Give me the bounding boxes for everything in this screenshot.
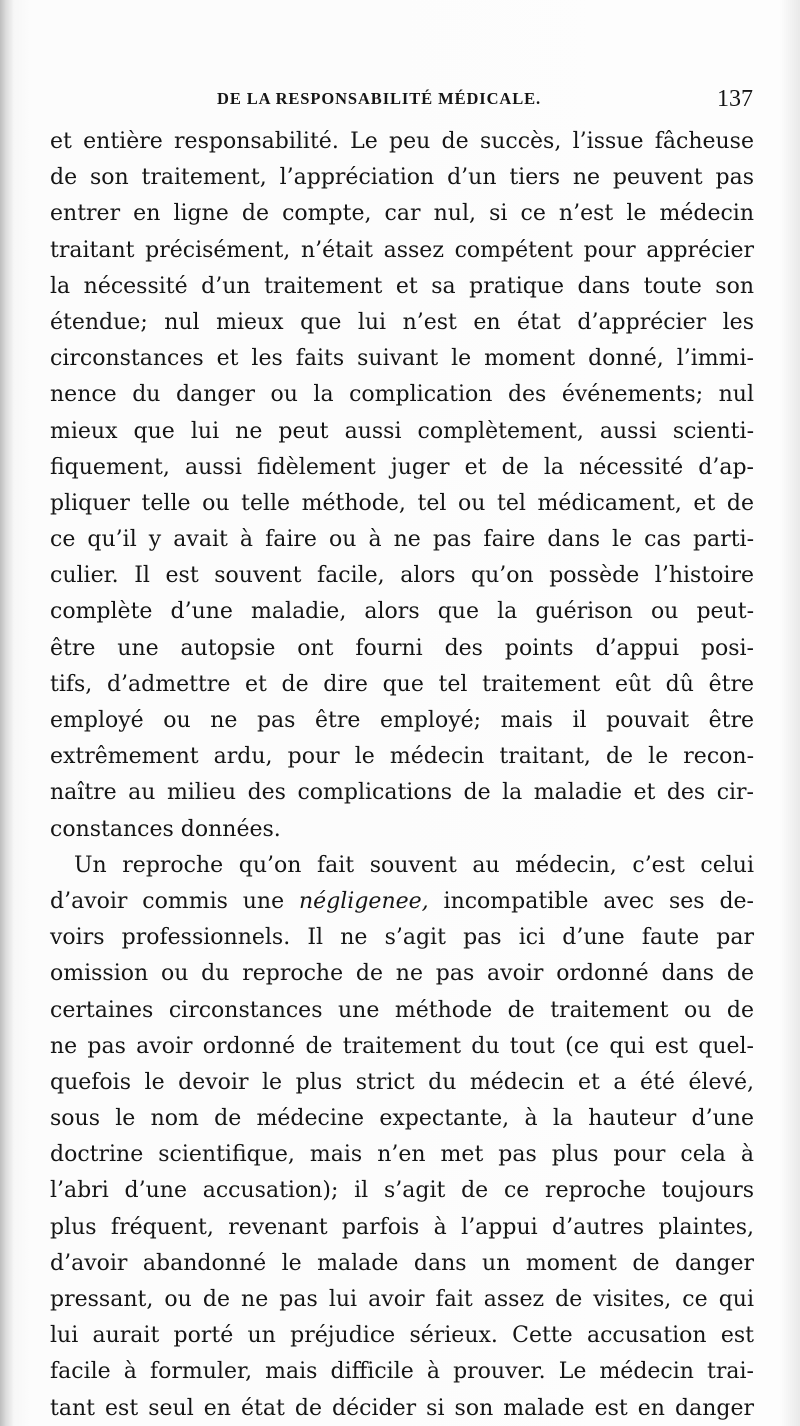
- text-line: mieux que lui ne peut aussi complètement, aussi scienti-: [50, 418, 754, 444]
- text-line: [50, 884, 754, 920]
- text-line: plus fréquent, revenant parfois à l’appui d’autres plaintes,: [50, 1214, 754, 1240]
- text-line: pressant, ou de ne pas lui avoir fait assez de visites, ce qui: [50, 1287, 754, 1312]
- text-line: être une autopsie ont fourni des points d’appui posi-: [50, 635, 754, 661]
- text-fragment: d’avoir commis une: [50, 888, 285, 914]
- text-line: ce qu’il y avait à faire ou à ne pas faire dans le cas parti-: [50, 527, 754, 553]
- text-line: de son traitement, l’appréciation d’un tiers ne peuvent pas: [50, 165, 754, 191]
- page-number: 137: [717, 86, 753, 112]
- text-line: lui aurait porté un préjudice sérieux. Cette accusation est: [50, 1323, 754, 1349]
- text-line: culier. Il est souvent facile, alors qu’on possède l’histoire: [50, 563, 754, 589]
- text-line: facile à formuler, mais difficile à prouver. Le médecin trai-: [50, 1359, 754, 1385]
- text-line: la nécessité d’un traitement et sa pratique dans toute son: [50, 273, 754, 299]
- text-line: étendue; nul mieux que lui n’est en état d’apprécier les: [50, 309, 754, 335]
- text-line: ne pas avoir ordonné de traitement du tout (ce qui est quel-: [50, 1033, 754, 1059]
- text-line: extrêmement ardu, pour le médecin traitant, de le recon-: [50, 744, 754, 770]
- paragraph-2: [50, 848, 754, 1426]
- text-line: tant est seul en état de décider si son malade est en danger: [50, 1395, 754, 1421]
- text-line: voirs professionnels. Il ne s’agit pas ici d’une faute par: [50, 925, 754, 951]
- text-line: d’avoir abandonné le malade dans un moment de danger: [50, 1250, 754, 1276]
- text-line: entrer en ligne de compte, car nul, si ce n’est le médecin: [50, 201, 754, 227]
- text-line: traitant précisément, n’était assez compétent pour apprécier: [50, 237, 754, 263]
- paragraph-1: [50, 124, 754, 848]
- text-line: omission ou du reproche de ne pas avoir ordonné dans de: [50, 961, 754, 987]
- text-line: complète d’une maladie, alors que la guérison ou peut-: [50, 599, 754, 625]
- text-line: pliquer telle ou telle méthode, tel ou tel médicament, et de: [50, 490, 754, 516]
- text-line: circonstances et les faits suivant le moment donné, l’immi-: [50, 346, 754, 372]
- text-line: employé ou ne pas être employé; mais il pouvait être: [50, 708, 754, 733]
- text-line: doctrine scientifique, mais n’en met pas plus pour cela à: [50, 1142, 754, 1168]
- text-line: quefois le devoir le plus strict du médecin et a été élevé,: [50, 1069, 754, 1095]
- text-line: et entière responsabilité. Le peu de succès, l’issue fâcheuse: [50, 129, 754, 154]
- text-line: nence du danger ou la complication des événements; nul: [50, 382, 754, 408]
- text-line: sous le nom de médecine expectante, à la hauteur d’une: [50, 1106, 754, 1132]
- text-line: naître au milieu des complications de la maladie et des cir-: [50, 780, 754, 806]
- text-line: fiquement, aussi fidèlement juger et de la nécessité d’ap-: [50, 454, 754, 480]
- running-title: DE LA RESPONSABILITÉ MÉDICALE.: [217, 89, 542, 108]
- italic-term: négligenee,: [299, 888, 429, 914]
- text-line: tifs, d’admettre et de dire que tel traitement eût dû être: [50, 671, 754, 697]
- text-fragment: incompatible avec ses de-: [443, 888, 754, 914]
- text-line: l’abri d’une accusation); il s’agit de ce reproche toujours: [50, 1178, 754, 1204]
- text-line: constances données.: [50, 816, 281, 842]
- running-head: [52, 86, 764, 116]
- text-line: Un reproche qu’on fait souvent au médecin, c’est celui: [74, 852, 754, 878]
- text-line: certaines circonstances une méthode de traitement ou de: [50, 997, 754, 1023]
- body-text: [50, 124, 754, 1426]
